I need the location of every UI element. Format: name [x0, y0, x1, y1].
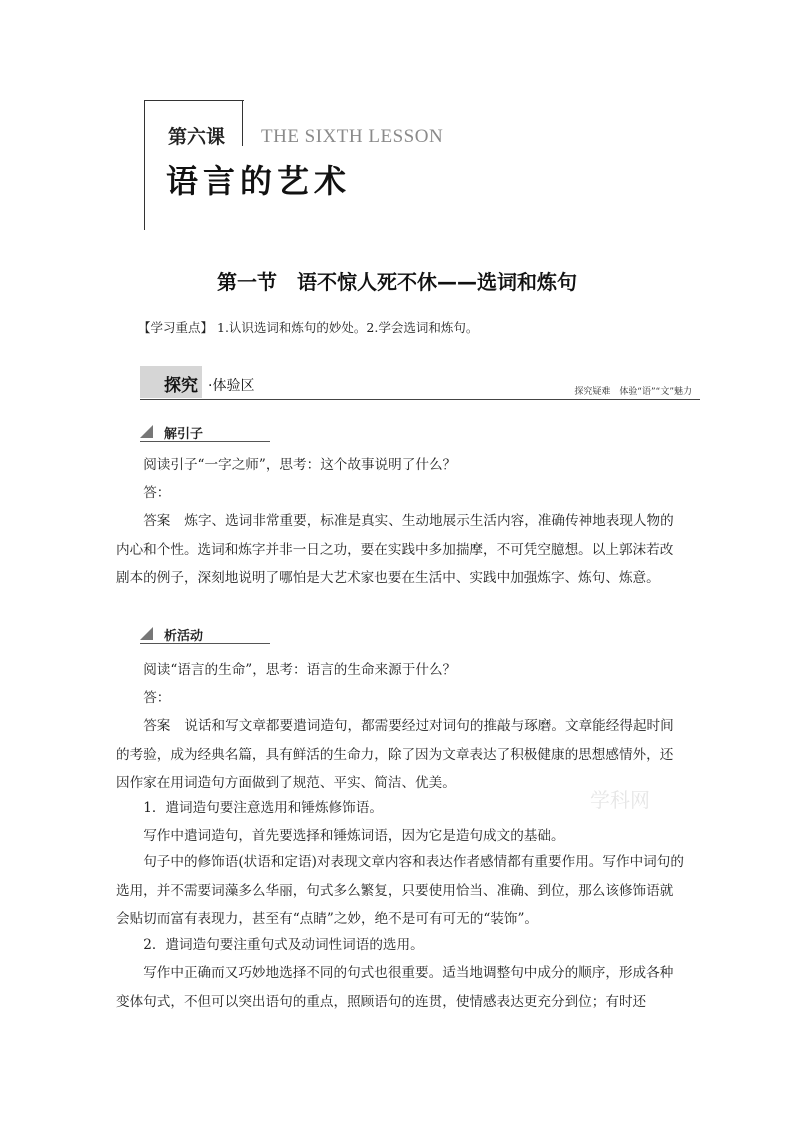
activity-para-2: 句子中的修饰语(状语和定语)对表现文章内容和表达作者感情都有重要作用。写作中词句的选用，并不需要词藻多么华丽，句式多么繁复，只要使用恰当、准确、到位，那么该修饰语就会贴切而富有表现力，甚至有“点睛”之妙，绝不是可有可无的“装饰”。: [116, 854, 684, 927]
intro-question: 阅读引子“一字之师”，思考：这个故事说明了什么？: [143, 457, 457, 473]
activity-point-2: 2．遣词造句要注重句式及动词性词语的选用。: [143, 937, 424, 953]
explore-section-bar: [140, 366, 700, 400]
activity-para-3: 写作中正确而又巧妙地选择不同的句式也很重要。适当地调整句中成分的顺序，形成各种变体句式，不但可以突出语句的重点，照顾语句的连贯，使情感表达更充分到位；有时还: [116, 965, 674, 1010]
lesson-number: 第六课: [168, 126, 226, 148]
activity-point-1: 1．遣词造句要注意选用和锤炼修饰语。: [143, 800, 383, 816]
intro-answer-prompt: 答：: [143, 485, 171, 501]
activity-heading-text: 析活动: [164, 629, 204, 644]
activity-answer-prompt: 答：: [143, 690, 171, 706]
lesson-english-title: THE SIXTH LESSON: [261, 126, 444, 147]
intro-answer: [116, 507, 686, 593]
activity-question: 阅读“语言的生命”，思考：语言的生命来源于什么？: [143, 662, 457, 678]
explore-bar-tagline: 探究疑难 体验“语”“文”魅力: [574, 387, 692, 397]
intro-answer-text: 炼字、选词非常重要，标准是真实、生动地展示生活内容，准确传神地表现人物的内心和个性。选词和炼字并非一日之功，要在实践中多加揣摩，不可凭空臆想。以上郭沫若改剧本的例子，深刻地说明了哪怕是大艺术家也要在生活中、实践中加强炼字、炼句、炼意。: [116, 513, 674, 586]
activity-answer-label: 答案: [143, 718, 171, 734]
learning-focus: [138, 318, 478, 336]
triangle-marker-icon: [140, 627, 153, 640]
activity-heading: [140, 624, 270, 644]
intro-answer-label: 答案: [143, 513, 171, 529]
triangle-marker-icon: [140, 425, 153, 438]
intro-heading: [140, 422, 270, 442]
section-title: 第一节 语不惊人死不休——选词和炼句: [217, 270, 577, 294]
intro-heading-text: 解引子: [164, 427, 204, 442]
learning-focus-label: 【学习重点】: [138, 320, 214, 335]
activity-para-1: 写作中遣词造句，首先要选择和锤炼词语，因为它是造句成文的基础。: [143, 828, 565, 844]
learning-focus-text: 1.认识选词和炼句的妙处。2.学会选词和炼句。: [217, 320, 479, 335]
activity-answer-text: 说话和写文章都要遣词造句，都需要经过对词句的推敲与琢磨。文章能经得起时间的考验，成为经典名篇，具有鲜活的生命力，除了因为文章表达了积极健康的思想感情外，还因作家在用词造句方面做到了规范、平实、简洁、优美。: [116, 718, 674, 791]
lesson-header-divider: [242, 100, 243, 146]
explore-bar-sub: ·体验区: [208, 378, 255, 394]
lesson-title: 语言的艺术: [166, 162, 352, 200]
explore-bar-label: 探究: [164, 376, 198, 396]
watermark: 学科网: [590, 788, 650, 812]
